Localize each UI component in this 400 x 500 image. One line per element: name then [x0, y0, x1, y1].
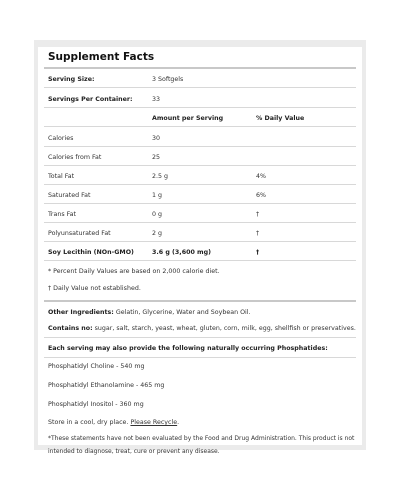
other-ingredients-value: Gelatin, Glycerine, Water and Soybean Oil. [113, 309, 251, 316]
section-divider [44, 300, 356, 302]
footnote-daily-values: * Percent Daily Values are based on 2,000 calorie diet. [48, 268, 220, 275]
phosphatide-item: Phosphatidyl Ethanolamine - 465 mg [48, 382, 165, 389]
storage-end: . [177, 419, 180, 426]
nutrient-amount: 0 g [152, 211, 163, 218]
nutrient-daily-value-soy-lecithin: † [256, 249, 260, 256]
nutrient-amount: 1 g [152, 192, 163, 199]
panel-title: Supplement Facts [48, 51, 155, 63]
contains-no-value: sugar, salt, starch, yeast, wheat, gluten, corn, milk, egg, shellfish or preservatives. [92, 325, 356, 332]
storage-text: Store in a cool, dry place. [48, 419, 131, 426]
nutrient-amount: 25 [152, 154, 161, 161]
phosphatides-heading: Each serving may also provide the following naturally occurring Phosphatides: [48, 345, 328, 352]
nutrient-name-soy-lecithin: Soy Lecithin (NOn-GMO) [48, 249, 134, 256]
nutrient-amount-soy-lecithin: 3.6 g (3,600 mg) [152, 249, 211, 256]
nutrient-name: Polyunsaturated Fat [48, 230, 111, 237]
phosphatide-item: Phosphatidyl Choline - 540 mg [48, 363, 145, 370]
title-divider [44, 67, 356, 69]
nutrient-daily-value: 4% [256, 173, 266, 180]
divider [44, 165, 356, 166]
nutrient-daily-value: 6% [256, 192, 266, 199]
contains-no [48, 325, 356, 332]
serving-size-value: 3 Softgels [152, 76, 184, 83]
fda-disclaimer-line-2: intended to diagnose, treat, cure or prevent any disease. [48, 448, 220, 455]
supplement-facts-label [38, 47, 362, 455]
divider [44, 146, 356, 147]
nutrient-amount: 2 g [152, 230, 163, 237]
divider [44, 337, 356, 338]
supplement-facts-panel [34, 40, 366, 455]
divider [44, 87, 356, 88]
nutrient-amount: 2.5 g [152, 173, 169, 180]
divider [44, 184, 356, 185]
nutrient-daily-value: † [256, 230, 260, 237]
daily-value-header: % Daily Value [256, 115, 305, 122]
divider [44, 203, 356, 204]
divider [44, 260, 356, 261]
phosphatide-item: Phosphatidyl Inositol - 360 mg [48, 401, 144, 408]
divider [44, 222, 356, 223]
contains-no-label: Contains no: [48, 325, 93, 332]
amount-per-serving-header: Amount per Serving [152, 115, 224, 122]
servings-per-container-value: 33 [152, 96, 161, 103]
nutrient-name: Calories [48, 135, 74, 142]
divider [44, 107, 356, 108]
storage-note [48, 419, 179, 426]
nutrient-daily-value: † [256, 211, 260, 218]
nutrient-name: Total Fat [48, 173, 75, 180]
nutrient-name: Saturated Fat [48, 192, 91, 199]
other-ingredients [48, 309, 251, 316]
nutrient-name: Trans Fat [48, 211, 77, 218]
servings-per-container-label: Servings Per Container: [48, 96, 133, 103]
serving-size-label: Serving Size: [48, 76, 95, 83]
fda-disclaimer-line-1: *These statements have not been evaluated by the Food and Drug Administration. This product is not [48, 435, 355, 442]
divider [44, 126, 356, 127]
nutrient-amount: 30 [152, 135, 161, 142]
footnote-not-established: † Daily Value not established. [48, 285, 141, 292]
recycle-link[interactable]: Please Recycle [130, 419, 178, 426]
divider [44, 357, 356, 358]
nutrient-name: Calories from Fat [48, 154, 102, 161]
other-ingredients-label: Other Ingredients: [48, 309, 114, 316]
divider [44, 241, 356, 242]
